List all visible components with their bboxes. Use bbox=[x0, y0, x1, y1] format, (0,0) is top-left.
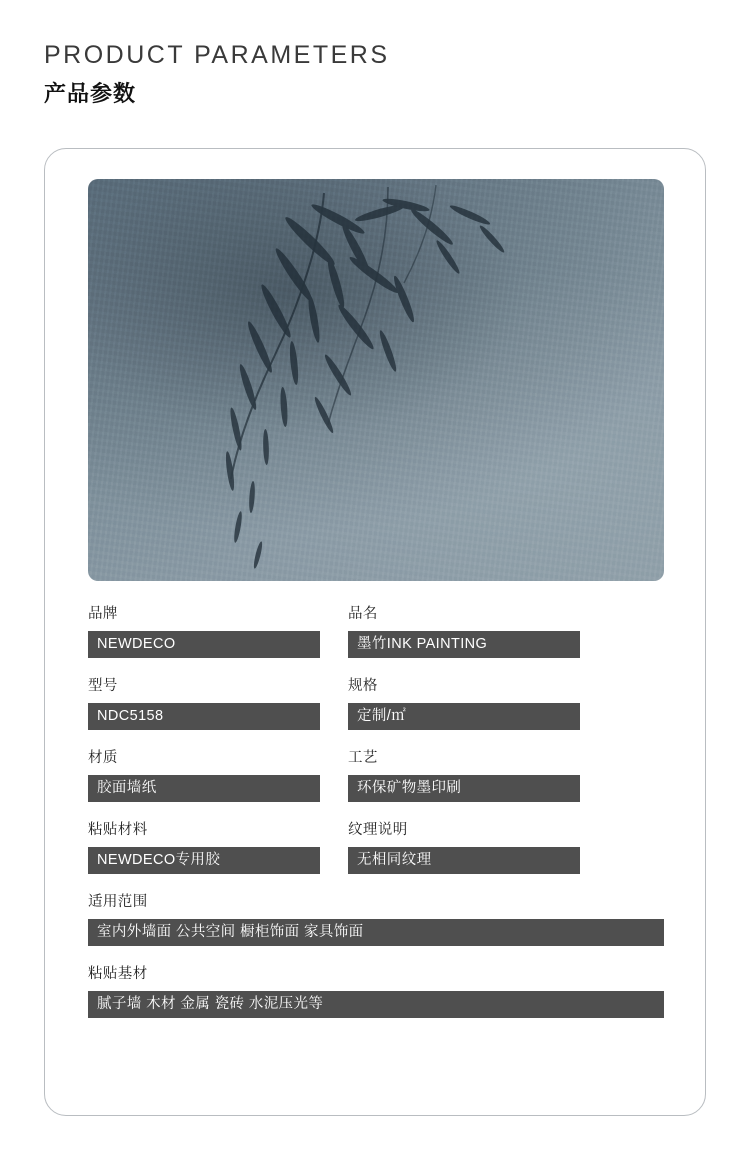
spec-label: 纹理说明 bbox=[348, 822, 408, 838]
spec-value: 室内外墙面 公共空间 橱柜饰面 家具饰面 bbox=[88, 919, 664, 946]
spec-cell-craft bbox=[348, 748, 580, 802]
spec-row bbox=[88, 820, 664, 874]
spec-label: 材质 bbox=[88, 750, 118, 766]
spec-label: 品名 bbox=[348, 606, 378, 622]
product-image bbox=[88, 179, 664, 581]
spec-value: 环保矿物墨印刷 bbox=[348, 775, 580, 802]
spec-value: NEWDECO bbox=[88, 631, 320, 658]
page-title-cn: 产品参数 bbox=[44, 81, 137, 106]
spec-cell-substrate bbox=[88, 964, 664, 1018]
spec-value: 胶面墙纸 bbox=[88, 775, 320, 802]
bamboo-branch-illustration bbox=[88, 179, 664, 581]
spec-row bbox=[88, 964, 664, 1018]
spec-cell-model bbox=[88, 676, 320, 730]
spec-label: 适用范围 bbox=[88, 894, 148, 910]
spec-cell-adhesive bbox=[88, 820, 320, 874]
spec-cell-product-name bbox=[348, 604, 580, 658]
spec-label: 型号 bbox=[88, 678, 118, 694]
spec-value: NDC5158 bbox=[88, 703, 320, 730]
spec-value: 定制/㎡ bbox=[348, 703, 580, 730]
page-header bbox=[44, 38, 704, 110]
spec-cell-application-scope bbox=[88, 892, 664, 946]
spec-row bbox=[88, 676, 664, 730]
spec-row bbox=[88, 604, 664, 658]
spec-table bbox=[88, 604, 664, 1036]
spec-value: NEWDECO专用胶 bbox=[88, 847, 320, 874]
spec-value: 无相同纹理 bbox=[348, 847, 580, 874]
spec-cell-specification bbox=[348, 676, 580, 730]
spec-row bbox=[88, 748, 664, 802]
spec-value: 墨竹INK PAINTING bbox=[348, 631, 580, 658]
page-title-en: PRODUCT PARAMETERS bbox=[44, 41, 390, 69]
spec-value: 腻子墙 木材 金属 瓷砖 水泥压光等 bbox=[88, 991, 664, 1018]
spec-label: 工艺 bbox=[348, 750, 378, 766]
parameters-card bbox=[44, 148, 706, 1116]
spec-cell-brand bbox=[88, 604, 320, 658]
spec-row bbox=[88, 892, 664, 946]
spec-label: 粘贴基材 bbox=[88, 966, 148, 982]
spec-cell-texture-note bbox=[348, 820, 580, 874]
spec-label: 品牌 bbox=[88, 606, 118, 622]
spec-label: 规格 bbox=[348, 678, 378, 694]
spec-label: 粘贴材料 bbox=[88, 822, 148, 838]
spec-cell-material bbox=[88, 748, 320, 802]
